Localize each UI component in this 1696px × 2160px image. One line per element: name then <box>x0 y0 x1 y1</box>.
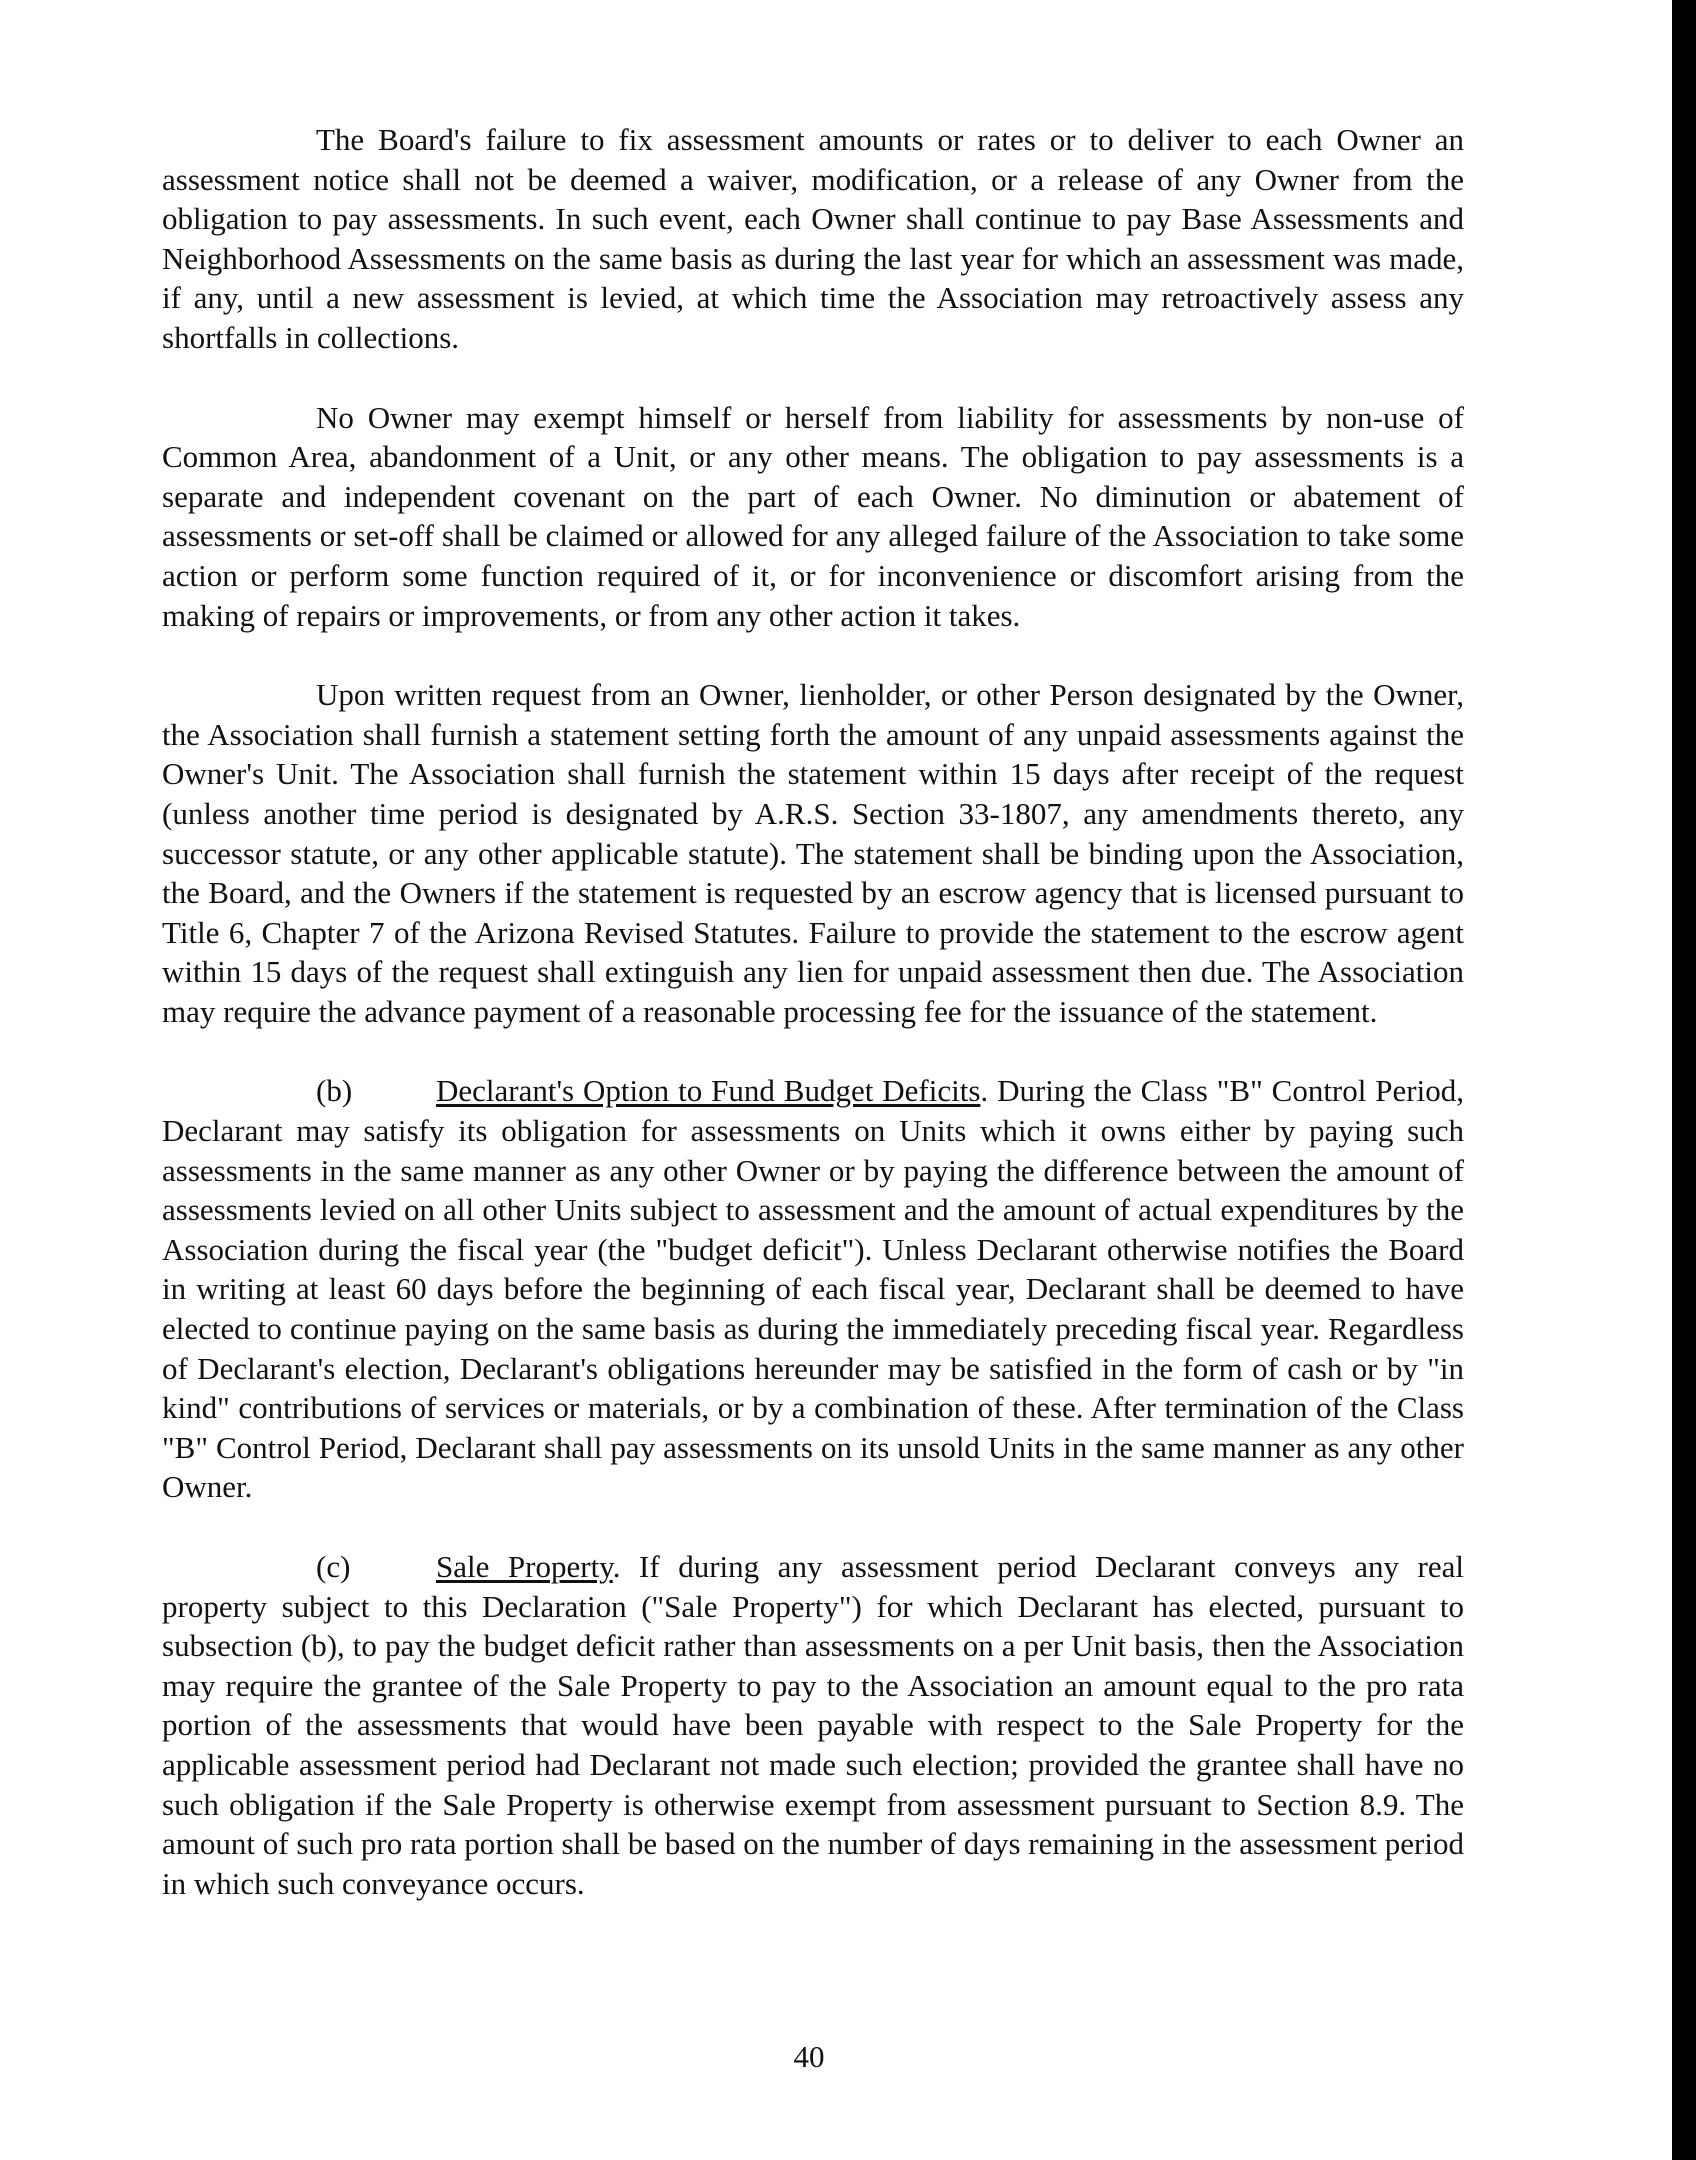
page-number: 40 <box>793 2039 825 2074</box>
section-b-heading: Declarant's Option to Fund Budget Deficits <box>436 1073 981 1109</box>
section-c-heading: Sale Property <box>436 1549 613 1584</box>
paragraph-spacer <box>162 1031 1464 1071</box>
paragraph-statement-request: Upon written request from an Owner, lienholder, or other Person designated by the Owner, the Association shall furnish a statement setting forth the amount of any unpaid assessments against the Owner's Unit. The Association shall furnish the statement within 15 days after receipt of the request (unless another time period is designated by A.R.S. Section 33-1807, any amendments thereto, any successor statute, or any other applicable statute). The statement shall be binding upon the Association, the Board, and the Owners if the statement is requested by an escrow agency that is licensed pursuant to Title 6, Chapter 7 of the Arizona Revised Statutes. Failure to provide the statement to the escrow agent within 15 days of the request shall extinguish any lien for unpaid assessment then due. The Association may require the advance payment of a reasonable processing fee for the issuance of the statement. <box>162 677 1464 1029</box>
scan-edge-border <box>1672 0 1696 2160</box>
section-c-label: (c) <box>316 1549 351 1584</box>
section-c-paragraph <box>162 1547 1464 1903</box>
paragraph-spacer <box>162 1507 1464 1547</box>
section-b-paragraph <box>162 1071 1464 1507</box>
section-b-label: (b) <box>316 1073 353 1109</box>
paragraph-assessment-waiver: The Board's failure to fix assessment amounts or rates or to deliver to each Owner an assessment notice shall not be deemed a waiver, modification, or a release of any Owner from the obligation to pay assessments. In such event, each Owner shall continue to pay Base Assessments and Neighborhood Assessments on the same basis as during the last year for which an assessment was made, if any, until a new assessment is levied, at which time the Association may retroactively assess any shortfalls in collections. <box>162 122 1464 355</box>
document-body <box>162 120 1464 1903</box>
paragraph-spacer <box>162 635 1464 675</box>
paragraph-spacer <box>162 358 1464 398</box>
paragraph-no-exemption: No Owner may exempt himself or herself from liability for assessments by non-use of Common Area, abandonment of a Unit, or any other means. The obligation to pay assessments is a separate and independent covenant on the part of each Owner. No diminution or abatement of assessments or set-off shall be claimed or allowed for any alleged failure of the Association to take some action or perform some function required of it, or for inconvenience or discomfort arising from the making of repairs or improvements, or from any other action it takes. <box>162 399 1464 633</box>
section-b-body: . During the Class "B" Control Period, Declarant may satisfy its obligation for assessments on Units which it owns either by paying such assessments in the same manner as any other Owner or by paying the difference between the amount of assessments levied on all other Units subject to assessment and the amount of actual expenditures by the Association during the fiscal year (the "budget deficit"). Unless Declarant otherwise notifies the Board in writing at least 60 days before the beginning of each fiscal year, Declarant shall be deemed to have elected to continue paying on the same basis as during the immediately preceding fiscal year. Regardless of Declarant's election, Declarant's obligations hereunder may be satisfied in the form of cash or by "in kind" contributions of services or materials, or by a combination of these. After termination of the Class "B" Control Period, Declarant shall pay assessments on its unsold Units in the same manner as any other Owner. <box>162 1073 1464 1505</box>
section-c-body: . If during any assessment period Declarant conveys any real property subject to this Declaration ("Sale Property") for which Declarant has elected, pursuant to subsection (b), to pay the budget deficit rather than assessments on a per Unit basis, then the Association may require the grantee of the Sale Property to pay to the Association an amount equal to the pro rata portion of the assessments that would have been payable with respect to the Sale Property for the applicable assessment period had Declarant not made such election; provided the grantee shall have no such obligation if the Sale Property is otherwise exempt from assessment pursuant to Section 8.9. The amount of such pro rata portion shall be based on the number of days remaining in the assessment period in which such conveyance occurs. <box>162 1549 1464 1901</box>
